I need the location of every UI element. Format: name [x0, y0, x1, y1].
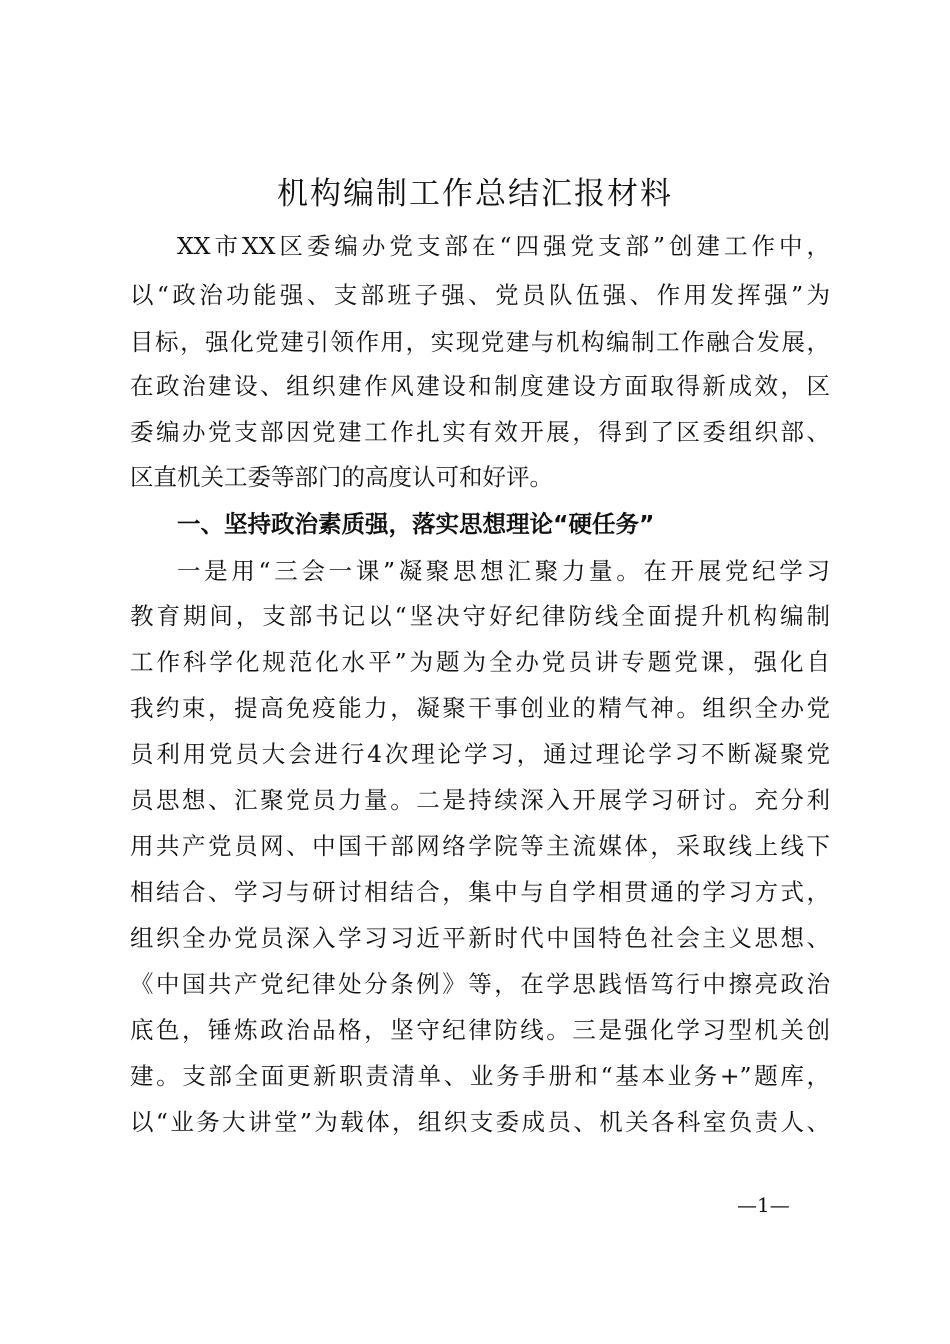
paragraph-line: 建。支部全面更新职责清单、业务手册和“基本业务+”题库， — [130, 1062, 830, 1090]
section-heading: 一、坚持政治素质强，落实思想理论“硬任务” — [177, 510, 655, 538]
paragraph-line: 《中国共产党纪律处分条例》等，在学思践悟笃行中擦亮政治 — [130, 970, 830, 998]
paragraph-line: 用共产党员网、中国干部网络学院等主流媒体，采取线上线下 — [130, 832, 830, 860]
paragraph-line: 我约束，提高免疫能力，凝聚干事创业的精气神。组织全办党 — [130, 694, 830, 722]
paragraph-line: 工作科学化规范化水平”为题为全办党员讲专题党课，强化自 — [130, 648, 830, 676]
paragraph-line: 以“业务大讲堂”为载体，组织支委成员、机关各科室负责人、 — [130, 1108, 830, 1136]
paragraph-line: 以“政治功能强、支部班子强、党员队伍强、作用发挥强”为 — [130, 281, 830, 309]
paragraph-line: XX市XX区委编办党支部在“四强党支部”创建工作中， — [177, 232, 830, 260]
paragraph-line: 一是用“三会一课”凝聚思想汇聚力量。在开展党纪学习 — [177, 557, 830, 585]
paragraph-line: 员利用党员大会进行4次理论学习，通过理论学习不断凝聚党 — [130, 740, 830, 768]
paragraph-line: 目标，强化党建引领作用，实现党建与机构编制工作融合发展， — [130, 328, 830, 356]
page-number: —1— — [737, 1193, 790, 1217]
paragraph-line: 底色，锤炼政治品格，坚守纪律防线。三是强化学习型机关创 — [130, 1016, 830, 1044]
paragraph-line: 委编办党支部因党建工作扎实有效开展，得到了区委组织部、 — [130, 418, 830, 446]
paragraph-line: 区直机关工委等部门的高度认可和好评。 — [130, 463, 553, 491]
paragraph-line: 在政治建设、组织建作风建设和制度建设方面取得新成效，区 — [130, 372, 830, 400]
paragraph-line: 组织全办党员深入学习习近平新时代中国特色社会主义思想、 — [130, 924, 830, 952]
paragraph-line: 员思想、汇聚党员力量。二是持续深入开展学习研讨。充分利 — [130, 786, 830, 814]
paragraph-line: 教育期间，支部书记以“坚决守好纪律防线全面提升机构编制 — [130, 602, 830, 630]
document-title: 机构编制工作总结汇报材料 — [277, 176, 673, 212]
paragraph-line: 相结合、学习与研讨相结合，集中与自学相贯通的学习方式， — [130, 878, 830, 906]
